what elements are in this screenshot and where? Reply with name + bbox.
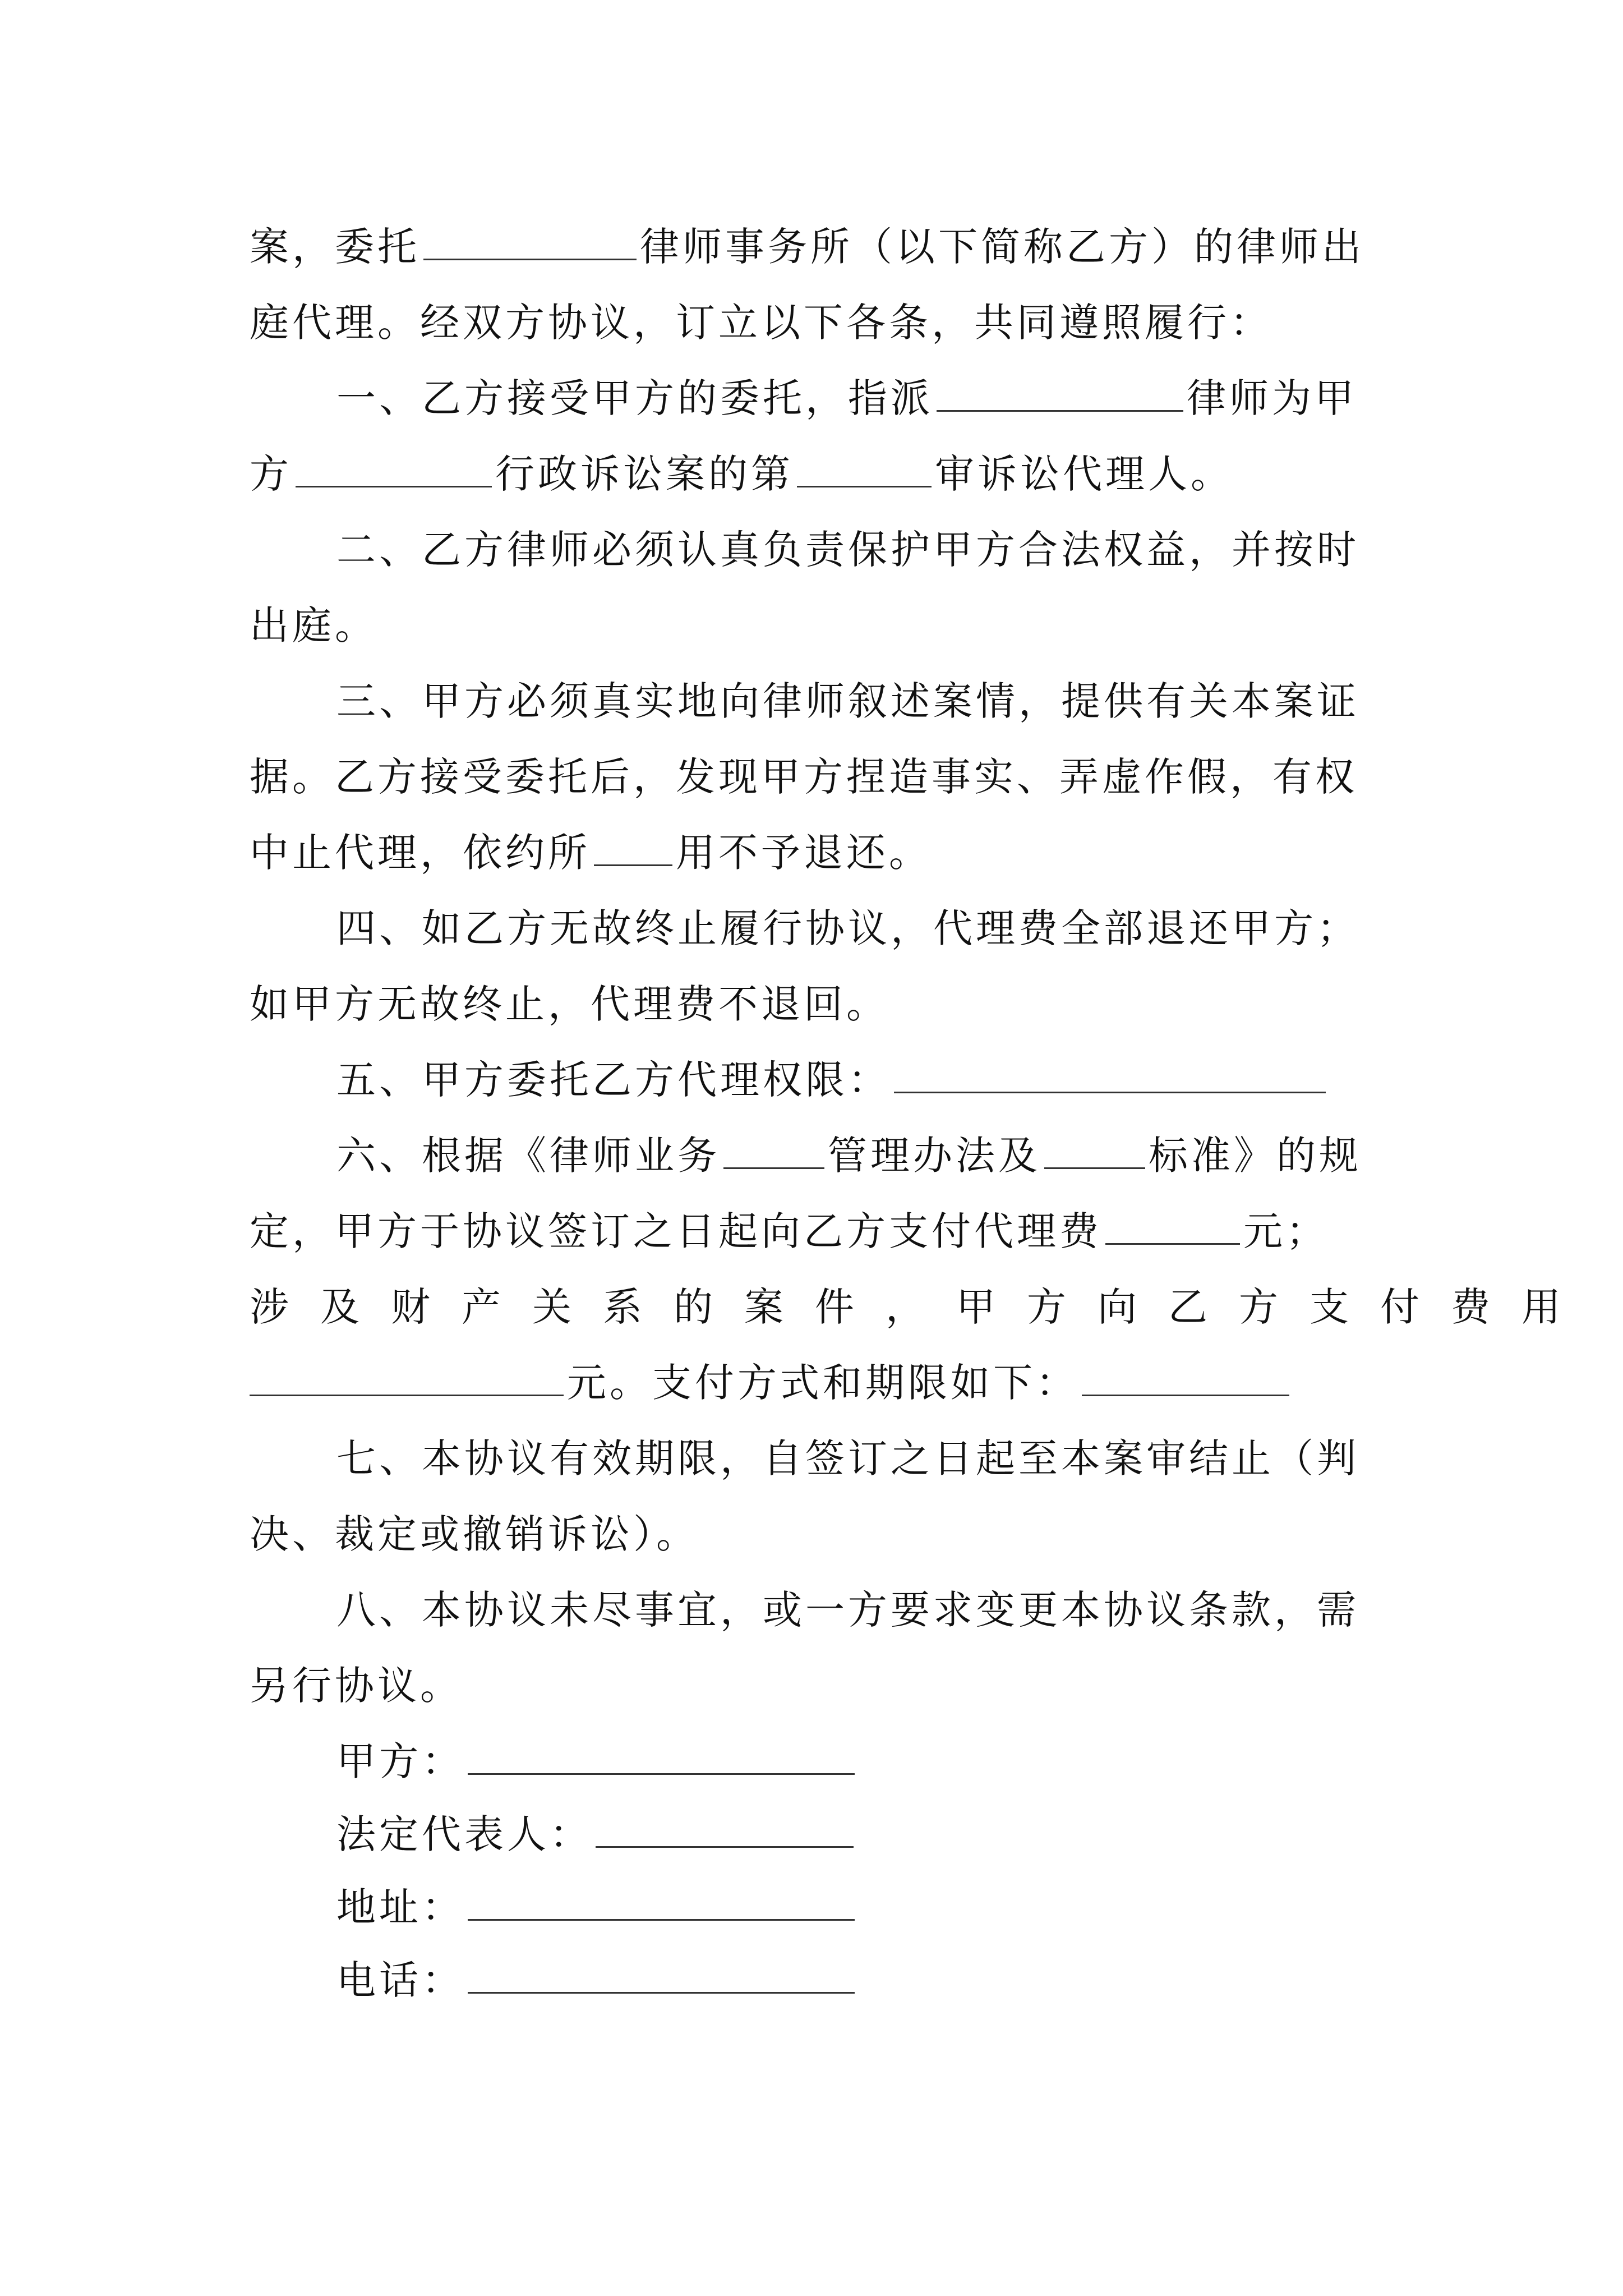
- paragraph-line: [250, 1276, 1592, 1338]
- text-span: 一、乙方接受甲方的委托，指派: [336, 375, 933, 421]
- text-span: 决、裁定或撤销诉讼）。: [250, 1511, 699, 1557]
- text-span: 定，甲方于协议签订之日起向乙方支付代理费: [250, 1208, 1102, 1254]
- text-span: 六、根据《律师业务: [336, 1133, 720, 1179]
- text-span: 审诉讼代理人。: [935, 451, 1233, 497]
- text-span: 二、乙方律师必须认真负责保护甲方合法权益，并按时: [336, 527, 1359, 573]
- paragraph-line: [250, 1503, 1382, 1565]
- address-label: 地址：: [336, 1884, 464, 1930]
- text-span: 行政诉讼案的第: [495, 451, 794, 497]
- fill-blank[interactable]: [594, 830, 672, 866]
- text-span: 八、本协议未尽事宜，或一方要求变更本协议条款，需: [336, 1587, 1359, 1633]
- paragraph-line: [336, 1049, 1469, 1111]
- signature-party-a: [336, 1731, 1469, 1792]
- paragraph-line: [336, 898, 1469, 959]
- text-span: 四、如乙方无故终止履行协议，代理费全部退还甲方；: [336, 905, 1359, 951]
- signature-legal-rep: [336, 1803, 1469, 1865]
- text-span: 三、甲方必须真实地向律师叙述案情，提供有关本案证: [336, 678, 1359, 724]
- text-span: 据。乙方接受委托后，发现甲方捏造事实、弄虚作假，有权: [250, 754, 1358, 800]
- text-span: 如甲方无故终止，代理费不退回。: [250, 981, 889, 1027]
- party-a-label: 甲方：: [336, 1738, 464, 1784]
- phone-label: 电话：: [336, 1957, 464, 2003]
- paragraph-line: [250, 595, 1382, 656]
- paragraph-line: [250, 443, 1382, 505]
- text-span: 案，委托: [250, 224, 420, 270]
- text-span: 中止代理，依约所: [250, 830, 591, 876]
- paragraph-line: [336, 1579, 1469, 1641]
- paragraph-line: [336, 1125, 1469, 1186]
- signature-address: [336, 1876, 1469, 1938]
- text-span: 用不予退还。: [676, 830, 932, 876]
- paragraph-line: [250, 973, 1382, 1035]
- text-span: 方: [250, 451, 292, 497]
- address-blank[interactable]: [468, 1884, 855, 1921]
- text-span: 律师为甲: [1187, 375, 1357, 421]
- text-span: 元；: [1243, 1208, 1329, 1254]
- text-span: 庭代理。经双方协议，订立以下各条，共同遵照履行：: [250, 300, 1272, 346]
- legal-rep-label: 法定代表人：: [336, 1811, 592, 1857]
- fill-blank[interactable]: [797, 451, 932, 487]
- text-span: 管理办法及: [828, 1133, 1041, 1179]
- fill-blank[interactable]: [250, 1360, 564, 1396]
- paragraph-line: [336, 1428, 1469, 1489]
- fill-blank[interactable]: [937, 375, 1183, 412]
- text-span: 涉及财产关系的案件，甲方向乙方支付费用: [250, 1284, 1592, 1330]
- text-span: 标准》的规: [1149, 1133, 1362, 1179]
- fill-blank[interactable]: [1082, 1360, 1289, 1396]
- signature-phone: [336, 1949, 1469, 2011]
- paragraph-line: [336, 519, 1469, 581]
- party-a-blank[interactable]: [468, 1738, 855, 1775]
- text-span: 五、甲方委托乙方代理权限：: [336, 1057, 891, 1103]
- paragraph-line: [336, 670, 1469, 732]
- text-span: 元。支付方式和期限如下：: [567, 1360, 1078, 1406]
- paragraph-line: [250, 822, 1382, 884]
- text-span: 七、本协议有效期限，自签订之日起至本案审结止（判: [336, 1435, 1359, 1481]
- fill-blank[interactable]: [723, 1133, 824, 1169]
- text-span: 另行协议。: [250, 1663, 463, 1709]
- fill-blank[interactable]: [1105, 1208, 1240, 1245]
- paragraph-line: [250, 746, 1382, 808]
- fill-blank[interactable]: [296, 451, 492, 487]
- fill-blank[interactable]: [894, 1057, 1326, 1093]
- paragraph-line: [250, 1200, 1382, 1262]
- fill-blank[interactable]: [423, 224, 637, 260]
- paragraph-line: [250, 1352, 1382, 1414]
- paragraph-line: [250, 292, 1382, 353]
- paragraph-line: [250, 216, 1382, 278]
- paragraph-line: [250, 1655, 1382, 1717]
- fill-blank[interactable]: [1044, 1133, 1145, 1169]
- phone-blank[interactable]: [468, 1957, 855, 1994]
- text-span: 出庭。: [250, 602, 377, 648]
- legal-rep-blank[interactable]: [596, 1811, 854, 1848]
- text-span: 律师事务所（以下简称乙方）的律师出: [640, 224, 1364, 270]
- paragraph-line: [336, 367, 1469, 429]
